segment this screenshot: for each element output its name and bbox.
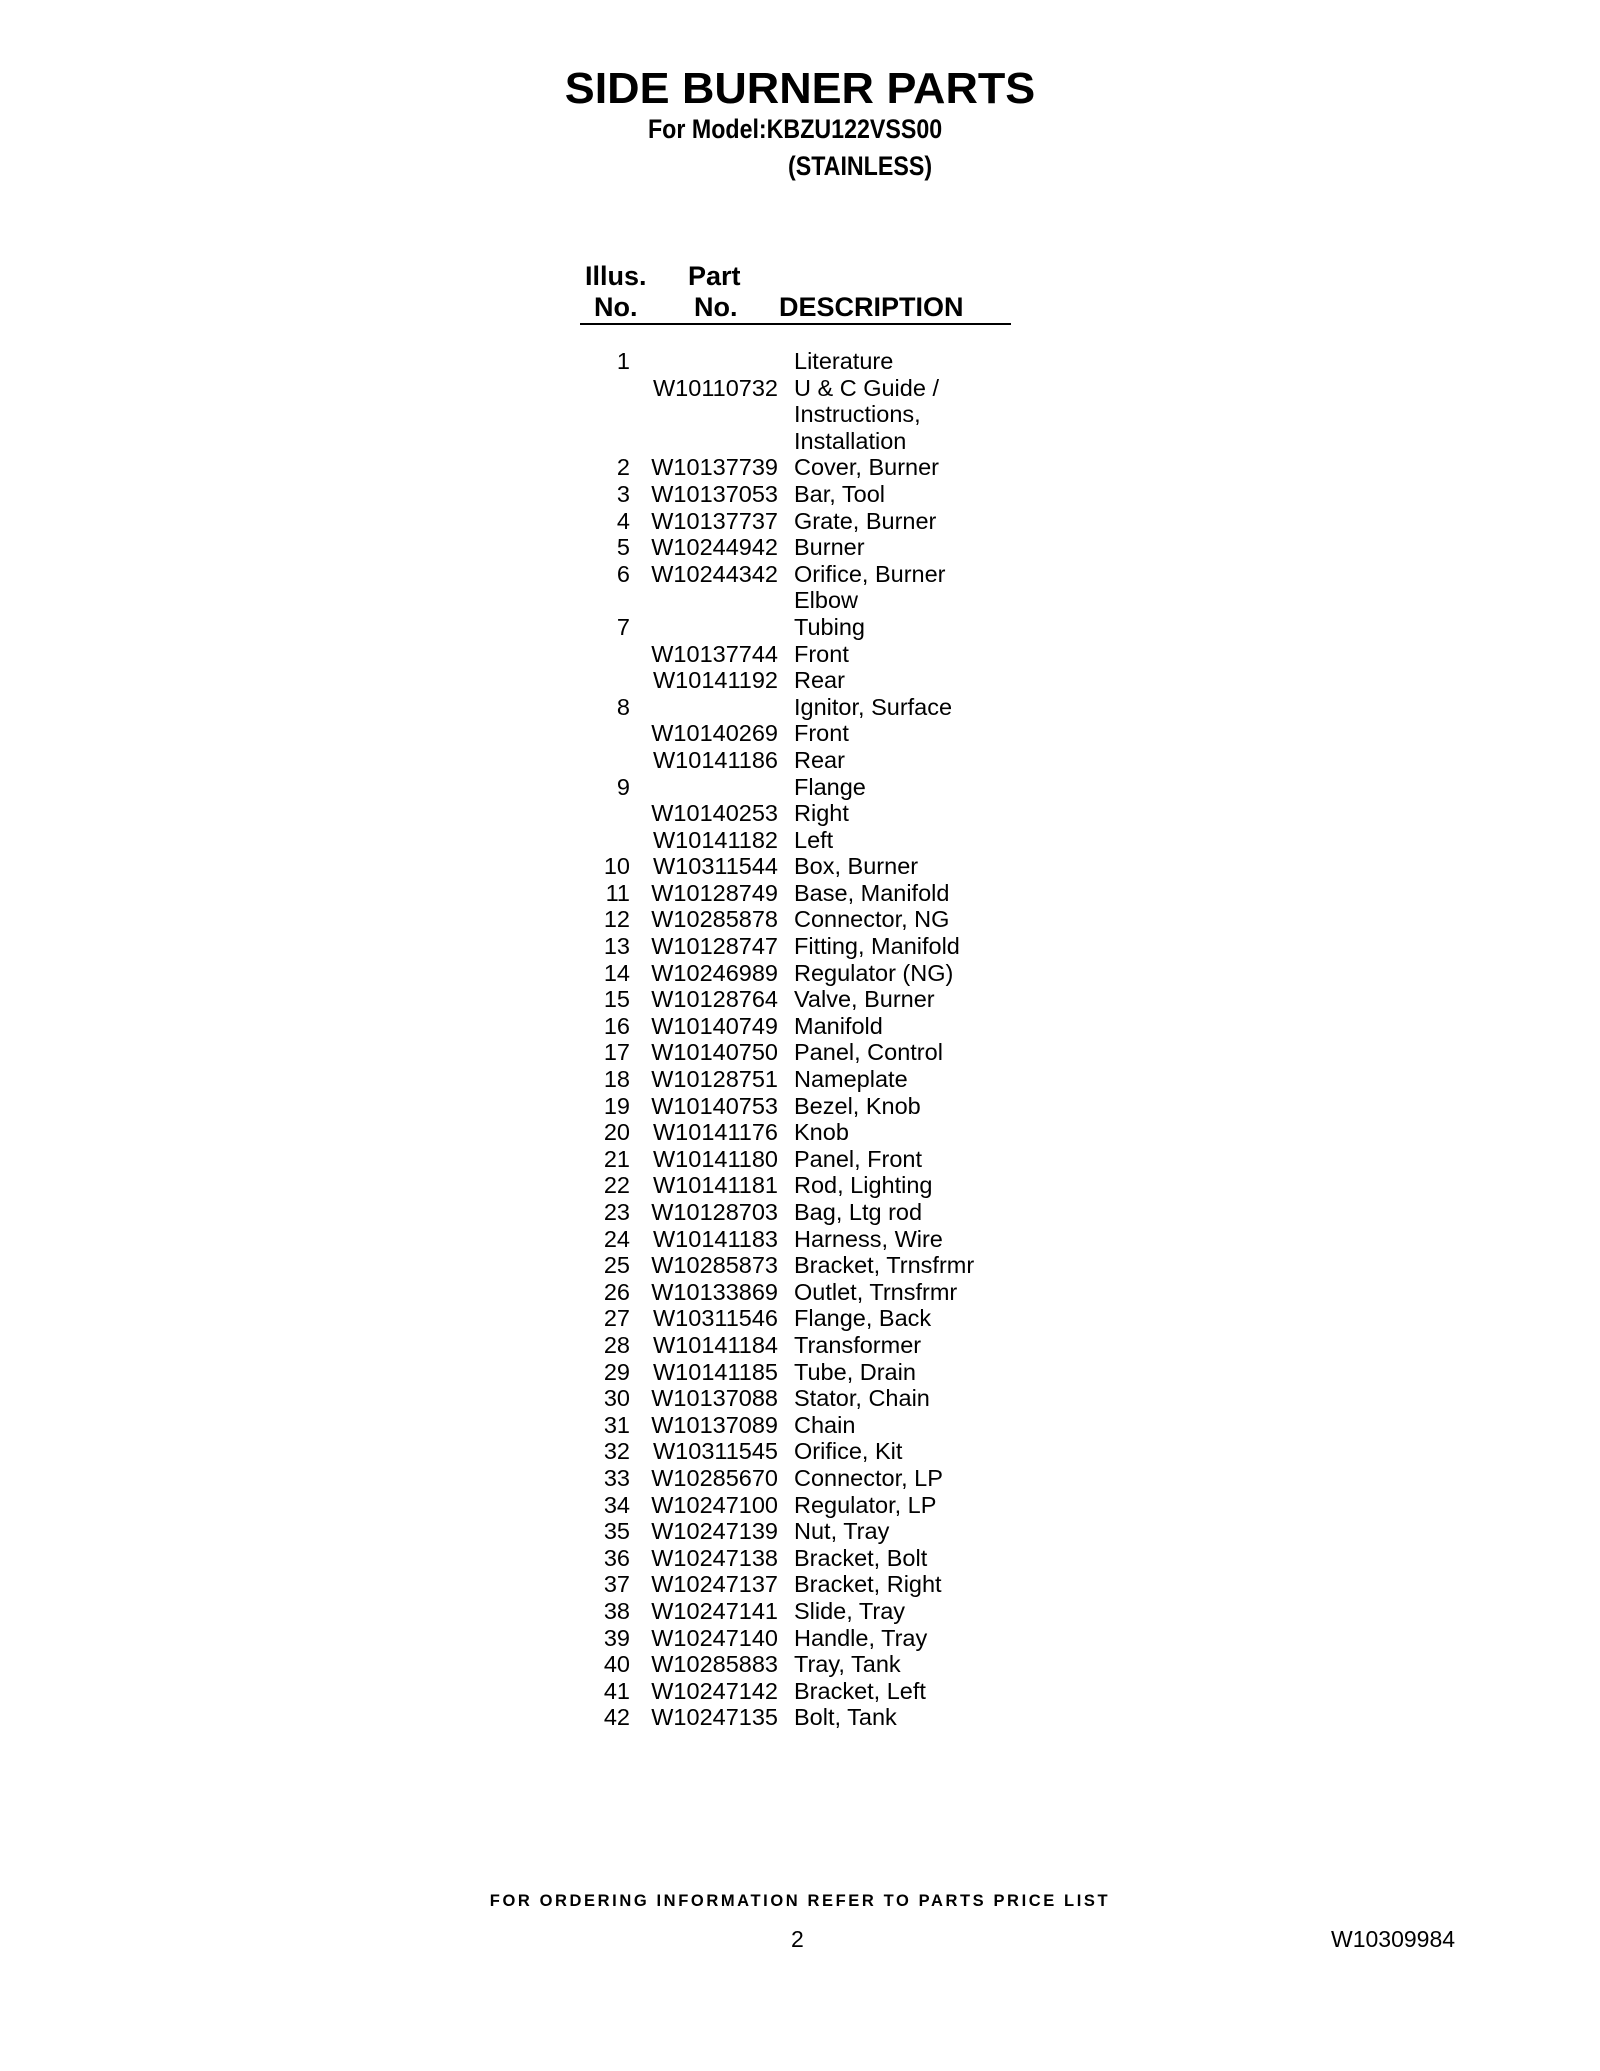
model-number: For Model:KBZU122VSS00 xyxy=(648,114,943,144)
table-row xyxy=(570,747,974,774)
column-header-part-line2: No. xyxy=(694,292,738,322)
part-description: Regulator (NG) xyxy=(794,959,954,986)
part-description: Slide, Tray xyxy=(794,1597,906,1624)
part-description: U & C Guide / xyxy=(794,374,939,401)
part-number: W10137739 xyxy=(651,454,778,481)
table-row xyxy=(570,960,974,987)
part-description: Literature xyxy=(794,348,894,374)
table-row xyxy=(570,1545,974,1572)
illus-number: 37 xyxy=(603,1571,630,1598)
illus-number: 35 xyxy=(603,1518,630,1545)
column-header-illus-line1: Illus. xyxy=(585,261,647,291)
illus-number xyxy=(570,800,630,827)
table-row xyxy=(570,1412,974,1439)
table-row xyxy=(570,348,974,375)
illus-number xyxy=(570,747,630,774)
part-number: W10133869 xyxy=(651,1278,778,1305)
table-row xyxy=(570,986,974,1013)
illus-number xyxy=(570,827,630,854)
illus-number: 36 xyxy=(603,1544,630,1571)
table-row xyxy=(570,774,974,801)
table-row xyxy=(570,1359,974,1386)
illus-number: 6 xyxy=(616,560,630,587)
part-number: W10140269 xyxy=(651,720,778,747)
part-number xyxy=(630,694,778,721)
table-row xyxy=(570,906,974,933)
part-description: Front xyxy=(794,640,849,667)
document-number: W10309984 xyxy=(1331,1926,1456,1952)
part-number: W10140753 xyxy=(651,1092,778,1119)
table-row xyxy=(570,561,974,588)
illus-number: 41 xyxy=(603,1677,630,1704)
table-row xyxy=(570,641,974,668)
illus-number xyxy=(570,667,630,694)
table-row xyxy=(570,1013,974,1040)
table-row xyxy=(570,1678,974,1705)
part-number: W10128747 xyxy=(651,933,778,960)
illus-number: 11 xyxy=(605,879,630,906)
illus-number: 22 xyxy=(603,1172,630,1199)
illus-number: 30 xyxy=(603,1385,630,1412)
ordering-note: FOR ORDERING INFORMATION REFER TO PARTS PRICE LIST xyxy=(489,1892,1111,1910)
part-number xyxy=(630,774,778,801)
part-description: Tray, Tank xyxy=(794,1651,901,1678)
part-number: W10141176 xyxy=(653,1119,778,1146)
illus-number xyxy=(570,641,630,668)
part-number: W10247100 xyxy=(651,1491,778,1518)
table-row xyxy=(570,1438,974,1465)
part-number: W10141184 xyxy=(653,1331,778,1358)
table-row xyxy=(570,667,974,694)
part-description: Rod, Lighting xyxy=(794,1172,933,1199)
part-description: Ignitor, Surface xyxy=(794,693,953,720)
part-description: Bezel, Knob xyxy=(794,1092,921,1119)
illus-number: 9 xyxy=(616,773,630,800)
table-row xyxy=(570,1039,974,1066)
part-description: Panel, Front xyxy=(794,1145,923,1172)
part-number: W10285873 xyxy=(651,1252,778,1279)
part-description: Bolt, Tank xyxy=(794,1704,897,1731)
part-description: Stator, Chain xyxy=(794,1385,930,1412)
table-row xyxy=(570,1651,974,1678)
illus-number: 32 xyxy=(603,1438,630,1465)
part-number: W10128749 xyxy=(651,879,778,906)
part-description: Flange xyxy=(794,773,866,800)
table-row xyxy=(570,401,974,428)
parts-list xyxy=(570,348,974,1731)
table-row xyxy=(570,1332,974,1359)
part-description: Elbow xyxy=(794,587,859,614)
illus-number: 15 xyxy=(603,986,630,1013)
part-description: Box, Burner xyxy=(794,853,919,880)
part-description: Orifice, Burner xyxy=(794,560,946,587)
part-number: W10247135 xyxy=(651,1704,778,1731)
table-row xyxy=(570,694,974,721)
part-description: Nut, Tray xyxy=(794,1518,890,1545)
part-description: Bracket, Trnsfrmr xyxy=(794,1252,975,1279)
part-number: W10137088 xyxy=(651,1385,778,1412)
part-number: W10247139 xyxy=(651,1518,778,1545)
illus-number: 34 xyxy=(603,1491,630,1518)
illus-number: 17 xyxy=(603,1039,630,1066)
part-number: W10141182 xyxy=(653,826,778,853)
illus-number: 18 xyxy=(603,1066,630,1093)
part-description: Rear xyxy=(794,746,845,773)
illus-number: 13 xyxy=(603,933,630,960)
table-row xyxy=(570,1199,974,1226)
table-row xyxy=(570,375,974,402)
part-number: W10311546 xyxy=(653,1305,778,1332)
part-description: Harness, Wire xyxy=(794,1225,943,1252)
part-number: W10247138 xyxy=(651,1544,778,1571)
part-number: W10311545 xyxy=(653,1438,778,1465)
part-number: W10141180 xyxy=(653,1145,778,1172)
part-description: Regulator, LP xyxy=(794,1491,937,1518)
part-number: W10247137 xyxy=(651,1571,778,1598)
table-row xyxy=(570,933,974,960)
part-description: Front xyxy=(794,720,849,747)
illus-number: 29 xyxy=(603,1358,630,1385)
part-description: Right xyxy=(794,800,849,827)
illus-number: 4 xyxy=(616,507,630,534)
table-row xyxy=(570,454,974,481)
part-description: Flange, Back xyxy=(794,1305,932,1332)
part-description: Fitting, Manifold xyxy=(794,933,960,960)
illus-number: 8 xyxy=(616,693,630,720)
table-row xyxy=(570,481,974,508)
part-number: W10285670 xyxy=(651,1464,778,1491)
part-description: Outlet, Trnsfrmr xyxy=(794,1278,958,1305)
part-number: W10247141 xyxy=(651,1597,778,1624)
part-number xyxy=(630,348,778,375)
table-row xyxy=(570,1279,974,1306)
part-number xyxy=(630,587,778,614)
table-row xyxy=(570,720,974,747)
part-number: W10128764 xyxy=(651,986,778,1013)
illus-number: 28 xyxy=(603,1331,630,1358)
illus-number: 27 xyxy=(603,1305,630,1332)
part-description: Base, Manifold xyxy=(794,879,950,906)
part-description: Handle, Tray xyxy=(794,1624,928,1651)
illus-number: 33 xyxy=(603,1464,630,1491)
table-row xyxy=(570,1598,974,1625)
part-number: W10247142 xyxy=(651,1677,778,1704)
part-description: Instructions, xyxy=(794,401,921,428)
table-row xyxy=(570,1571,974,1598)
table-row xyxy=(570,853,974,880)
page-title: SIDE BURNER PARTS xyxy=(564,64,1036,113)
part-number: W10128703 xyxy=(651,1199,778,1225)
part-number xyxy=(630,614,778,641)
part-number: W10137744 xyxy=(651,640,778,667)
illus-number xyxy=(570,401,630,428)
illus-number: 7 xyxy=(616,613,630,640)
part-description: Chain xyxy=(794,1411,856,1438)
table-row xyxy=(570,800,974,827)
part-number: W10141183 xyxy=(653,1225,778,1252)
illus-number: 24 xyxy=(603,1225,630,1252)
part-description: Grate, Burner xyxy=(794,507,937,534)
table-row xyxy=(570,614,974,641)
illus-number: 42 xyxy=(603,1704,630,1731)
part-description: Valve, Burner xyxy=(794,986,935,1013)
part-description: Manifold xyxy=(794,1012,883,1039)
illus-number xyxy=(570,375,630,402)
table-row xyxy=(570,1385,974,1412)
table-row xyxy=(570,1252,974,1279)
part-number: W10141192 xyxy=(653,667,778,694)
table-row xyxy=(570,1172,974,1199)
part-number: W10137053 xyxy=(651,480,778,507)
illus-number: 14 xyxy=(603,959,630,986)
part-description: Orifice, Kit xyxy=(794,1438,903,1465)
part-number: W10141181 xyxy=(653,1172,778,1199)
illus-number xyxy=(570,720,630,747)
table-row xyxy=(570,827,974,854)
illus-number xyxy=(570,587,630,614)
table-row xyxy=(570,880,974,907)
part-number: W10141185 xyxy=(653,1358,778,1385)
page-number: 2 xyxy=(791,1926,804,1952)
illus-number: 1 xyxy=(616,348,630,374)
table-row xyxy=(570,508,974,535)
part-description: Tubing xyxy=(794,613,865,640)
illus-number: 5 xyxy=(616,534,630,561)
illus-number xyxy=(570,428,630,455)
illus-number: 16 xyxy=(603,1012,630,1039)
illus-number: 3 xyxy=(616,480,630,507)
part-number: W10140253 xyxy=(651,800,778,827)
illus-number: 21 xyxy=(603,1145,630,1172)
part-description: Bracket, Bolt xyxy=(794,1544,928,1571)
illus-number: 26 xyxy=(603,1278,630,1305)
table-row xyxy=(570,534,974,561)
illus-number: 40 xyxy=(603,1651,630,1678)
part-number: W10137089 xyxy=(651,1411,778,1438)
table-row xyxy=(570,1704,974,1731)
table-row xyxy=(570,1305,974,1332)
part-number: W10244942 xyxy=(651,534,778,561)
part-number: W10311544 xyxy=(653,853,778,880)
table-row xyxy=(570,1146,974,1173)
part-description: Bag, Ltg rod xyxy=(794,1199,923,1225)
part-number: W10141186 xyxy=(653,746,778,773)
part-number xyxy=(630,401,778,428)
part-description: Panel, Control xyxy=(794,1039,943,1066)
table-row xyxy=(570,1066,974,1093)
part-description: Nameplate xyxy=(794,1066,908,1093)
part-number: W10285883 xyxy=(651,1651,778,1678)
table-row xyxy=(570,1119,974,1146)
part-number: W10244342 xyxy=(651,560,778,587)
part-description: Transformer xyxy=(794,1331,922,1358)
part-number xyxy=(630,428,778,455)
part-description: Connector, NG xyxy=(794,906,950,933)
table-row xyxy=(570,1625,974,1652)
part-number: W10110732 xyxy=(653,374,778,401)
part-description: Knob xyxy=(794,1119,849,1146)
part-description: Connector, LP xyxy=(794,1464,943,1491)
part-number: W10128751 xyxy=(651,1066,778,1093)
column-header-part-line1: Part xyxy=(688,261,741,291)
table-row xyxy=(570,1518,974,1545)
part-number: W10140750 xyxy=(651,1039,778,1066)
part-description: Left xyxy=(794,826,834,853)
part-description: Bracket, Right xyxy=(794,1571,942,1598)
model-finish: (STAINLESS) xyxy=(788,151,933,181)
part-description: Bracket, Left xyxy=(794,1677,926,1704)
illus-number: 10 xyxy=(603,853,630,880)
table-row xyxy=(570,587,974,614)
part-description: Burner xyxy=(794,534,865,561)
part-description: Bar, Tool xyxy=(794,480,886,507)
illus-number: 2 xyxy=(616,454,630,481)
part-number: W10285878 xyxy=(651,906,778,933)
illus-number: 25 xyxy=(603,1252,630,1279)
illus-number: 38 xyxy=(603,1597,630,1624)
part-description: Cover, Burner xyxy=(794,454,939,481)
table-row xyxy=(570,1093,974,1120)
illus-number: 12 xyxy=(603,906,630,933)
illus-number: 39 xyxy=(603,1624,630,1651)
table-row xyxy=(570,428,974,455)
illus-number: 20 xyxy=(603,1119,630,1146)
header-divider xyxy=(580,323,1011,325)
part-number: W10247140 xyxy=(651,1624,778,1651)
part-description: Installation xyxy=(794,427,907,454)
column-header-illus-line2: No. xyxy=(594,292,638,322)
part-description: Rear xyxy=(794,667,845,694)
part-number: W10246989 xyxy=(651,959,778,986)
table-row xyxy=(570,1226,974,1253)
table-row xyxy=(570,1492,974,1519)
table-row xyxy=(570,1465,974,1492)
part-number: W10137737 xyxy=(651,507,778,534)
column-header-description: DESCRIPTION xyxy=(779,292,964,322)
illus-number: 23 xyxy=(603,1199,630,1225)
illus-number: 31 xyxy=(603,1411,630,1438)
part-description: Tube, Drain xyxy=(794,1358,916,1385)
illus-number: 19 xyxy=(603,1092,630,1119)
part-number: W10140749 xyxy=(651,1012,778,1039)
